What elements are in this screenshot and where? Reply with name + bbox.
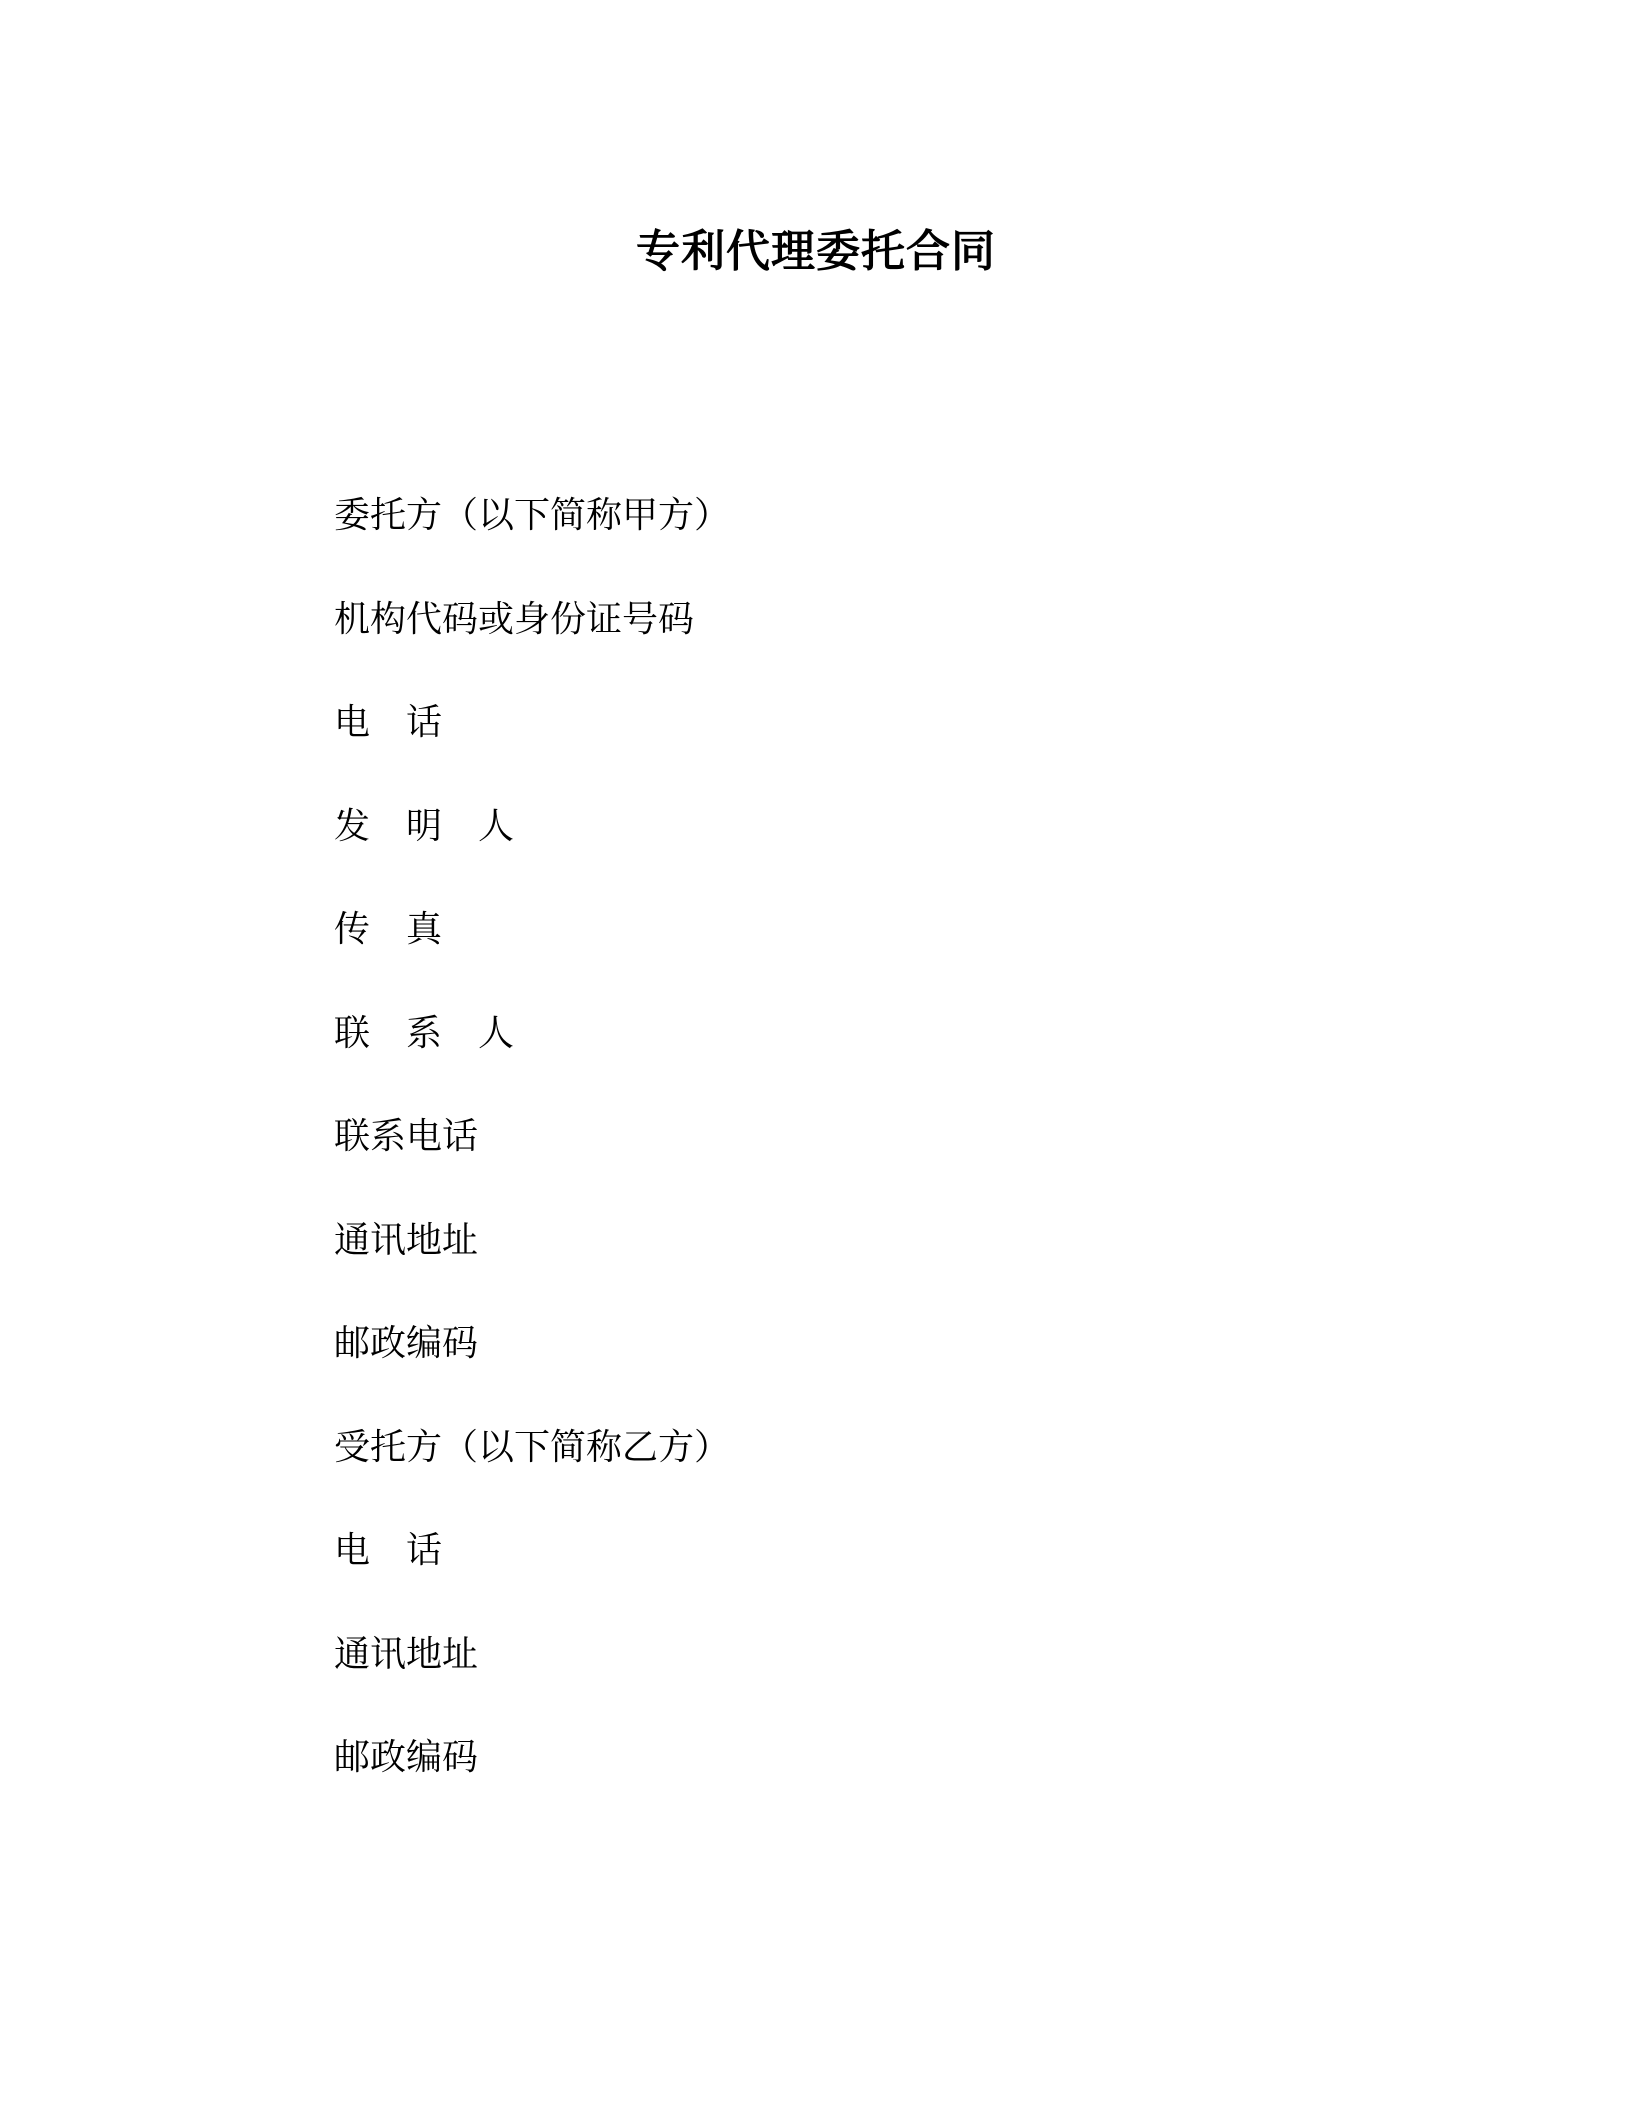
field-inventor: 发 明 人: [334, 805, 515, 847]
field-agent-party: 受托方（以下简称乙方）: [334, 1426, 731, 1468]
field-agent-phone: 电 话: [334, 1530, 443, 1571]
field-contact-person: 联 系 人: [334, 1012, 515, 1054]
contract-party-fields: [334, 494, 730, 1840]
field-client-phone: 电 话: [334, 702, 443, 743]
field-org-code-or-id: 机构代码或身份证号码: [334, 598, 695, 640]
field-client-postcode: 邮政编码: [334, 1323, 479, 1364]
field-client-address: 通讯地址: [334, 1219, 479, 1261]
field-contact-phone: 联系电话: [334, 1116, 479, 1157]
field-agent-postcode: 邮政编码: [334, 1737, 479, 1778]
document-title: 专利代理委托合同: [636, 226, 996, 277]
field-fax: 传 真: [334, 909, 443, 950]
field-client-party: 委托方（以下简称甲方）: [334, 495, 731, 536]
field-agent-address: 通讯地址: [334, 1633, 479, 1675]
